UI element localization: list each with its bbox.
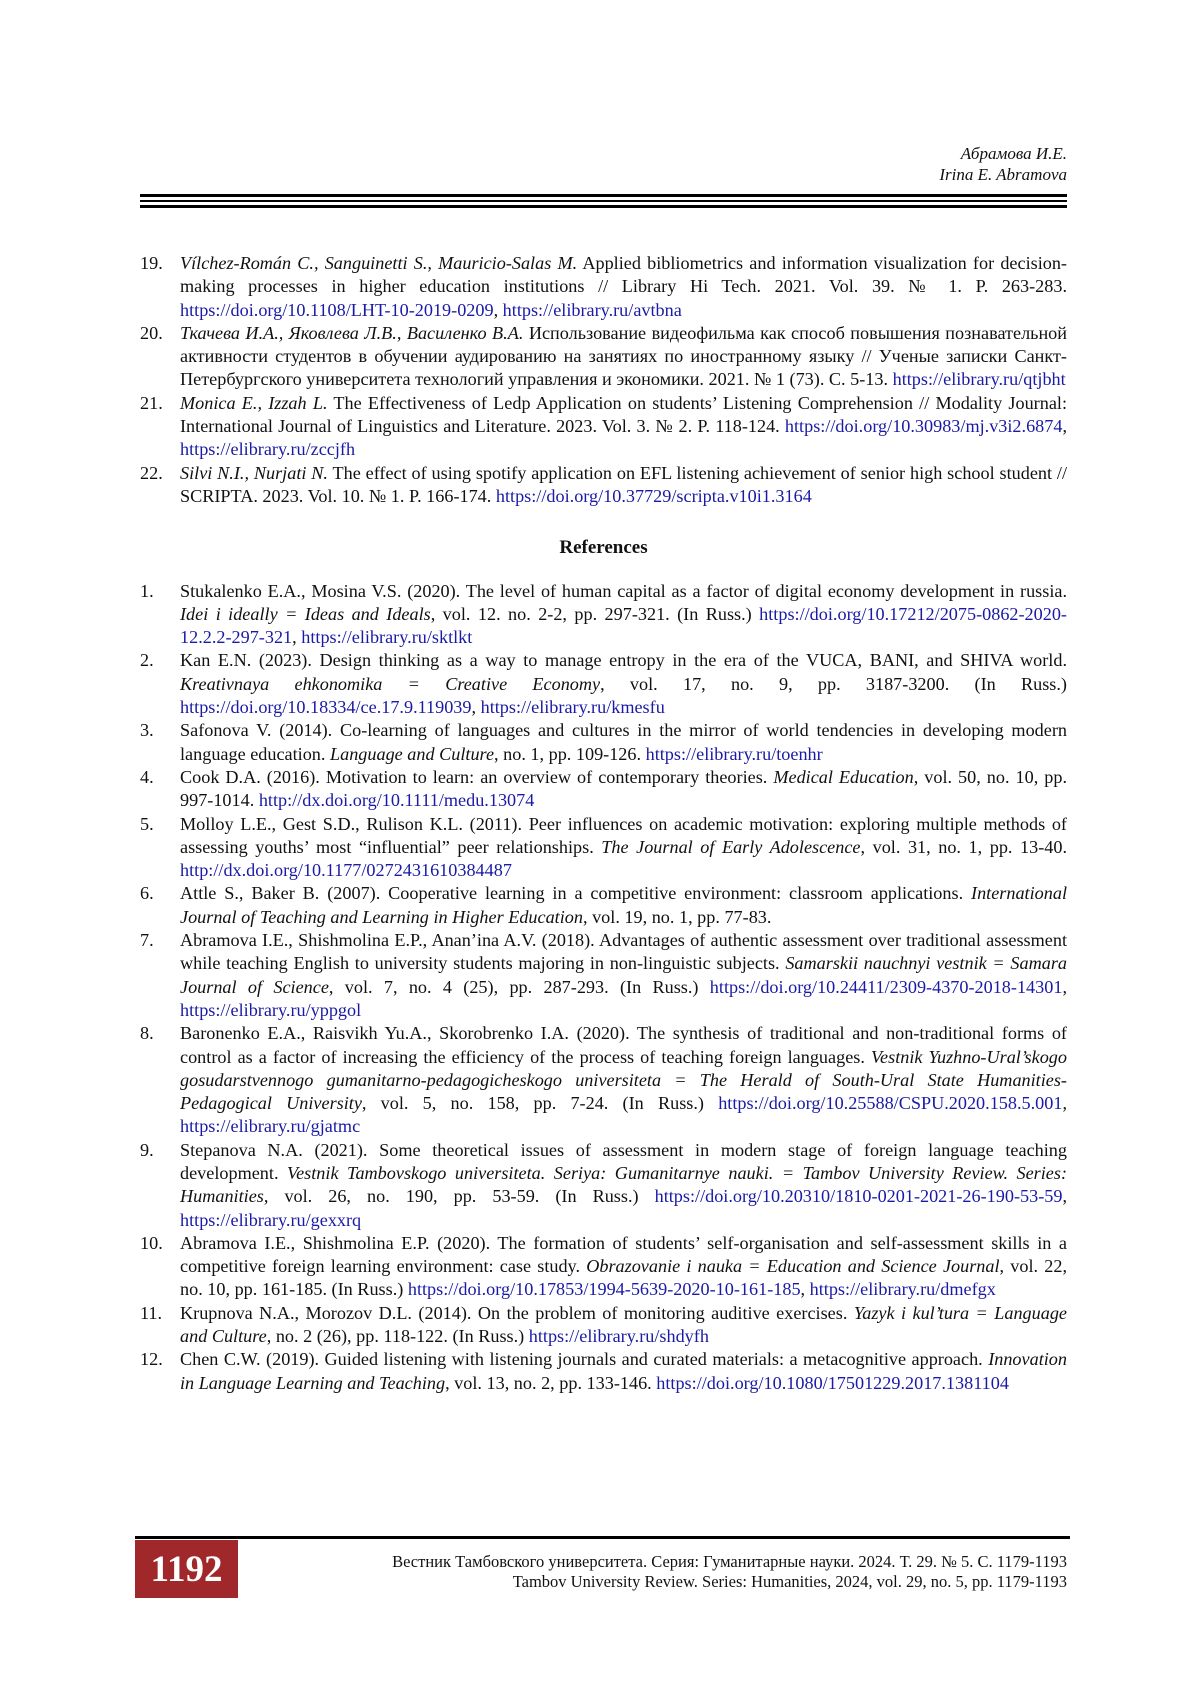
reference-details: , vol. 31, no. 1, pp. 13-40.	[860, 836, 1067, 857]
reference-item	[140, 252, 1067, 322]
reference-details: , vol. 26, no. 190, pp. 53-59. (In Russ.)	[263, 1186, 655, 1207]
page-number-box	[135, 1540, 238, 1598]
reference-text: The Effectiveness of Ledp Application on students’ Listening Comprehension // Modality Journal: International Journal of Linguistics and Literature. 2023. Vol. 3. № 2. P. 118-124.	[180, 392, 1067, 437]
reference-details: , vol. 13, no. 2, pp. 133-146.	[445, 1372, 657, 1393]
reference-number: 20.	[140, 322, 163, 343]
footer-citation	[392, 1552, 1067, 1592]
reference-item	[140, 1232, 1067, 1302]
reference-number: 8.	[140, 1023, 154, 1044]
reference-link[interactable]: https://elibrary.ru/gexxrq	[180, 1209, 362, 1230]
reference-authors: Monica E., Izzah L.	[180, 392, 328, 413]
page-number: 1192	[150, 1548, 223, 1590]
reference-details: , vol. 5, no. 158, pp. 7-24. (In Russ.)	[361, 1093, 719, 1114]
reference-item	[140, 929, 1067, 1022]
reference-item	[140, 322, 1067, 392]
reference-link[interactable]: https://doi.org/10.1108/LHT-10-2019-0209	[180, 299, 494, 320]
reference-authors: Vílchez-Román C., Sanguinetti S., Mauricio-Salas M.	[180, 253, 578, 273]
references-heading: References	[559, 537, 648, 559]
reference-link[interactable]: https://elibrary.ru/avtbna	[502, 299, 682, 320]
reference-link[interactable]: https://elibrary.ru/qtjbht	[892, 369, 1066, 390]
reference-link[interactable]: https://elibrary.ru/toenhr	[645, 743, 823, 764]
reference-text: Safonova V. (2014). Co-learning of languages and cultures in the mirror of world tendencies in developing modern language education.	[180, 720, 1067, 764]
reference-details: , vol. 12. no. 2-2, pp. 297-321. (In Russ.)	[430, 603, 760, 624]
reference-text: Applied bibliometrics and information visualization for decision-making processes in higher education institutions // Library Hi Tech. 2021. Vol. 39. № 1. P. 263-283.	[180, 253, 1067, 297]
reference-link[interactable]: https://doi.org/10.1080/17501229.2017.1381104	[656, 1372, 1009, 1393]
header-rules	[140, 194, 1067, 211]
bibliography-list-ru	[140, 252, 1067, 508]
header-rule	[140, 194, 1067, 197]
reference-link[interactable]: https://doi.org/10.17853/1994-5639-2020-10-161-185	[407, 1279, 801, 1300]
reference-authors: Silvi N.I., Nurjati N.	[180, 462, 328, 483]
reference-number: 21.	[140, 392, 163, 413]
reference-text: Krupnova N.A., Morozov D.L. (2014). On the problem of monitoring auditive exercises.	[180, 1302, 854, 1323]
reference-journal: Language and Culture	[330, 743, 495, 764]
reference-separator: ,	[1062, 1093, 1067, 1114]
reference-link[interactable]: http://dx.doi.org/10.1177/0272431610384487	[180, 860, 512, 881]
footer-line-en: Tambov University Review. Series: Humanities, 2024, vol. 29, no. 5, pp. 1179-1193	[512, 1572, 1067, 1591]
reference-number: 7.	[140, 930, 154, 951]
reference-journal: Kreativnaya ehkonomika = Creative Economy	[180, 673, 601, 694]
reference-link[interactable]: https://doi.org/10.25588/CSPU.2020.158.5.001	[718, 1093, 1063, 1114]
reference-journal: The Journal of Early Adolescence	[601, 836, 861, 857]
reference-separator: ,	[800, 1279, 810, 1300]
reference-item	[140, 580, 1067, 650]
reference-journal: Vestnik Yuzhno-Ural’skogo gosudarstvennogo gumanitarno-pedagogicheskogo universiteta = The Herald of South-Ural State Humanities-Pedagogical University	[180, 1046, 1067, 1114]
reference-details: , vol. 50, no. 10, pp. 997-1014.	[180, 766, 1067, 811]
reference-journal: Vestnik Tambovskogo universiteta. Seriya: Gumanitarnye nauki. = Tambov University Review. Series: Humanities	[180, 1162, 1067, 1207]
reference-number: 2.	[140, 650, 154, 671]
reference-link[interactable]: https://doi.org/10.37729/scripta.v10i1.3164	[495, 485, 812, 506]
reference-separator: ,	[493, 299, 503, 320]
references-list	[140, 580, 1067, 1395]
reference-text: Stepanova N.A. (2021). Some theoretical issues of assessment in modern stage of foreign language teaching development.	[180, 1139, 1067, 1183]
reference-text: Abramova I.E., Shishmolina E.P., Anan’ina A.V. (2018). Advantages of authentic assessment over traditional assessment while teaching English to university students majoring in non-linguistic subjects.	[180, 930, 1067, 974]
reference-number: 1.	[140, 580, 154, 601]
header-rule	[140, 200, 1067, 202]
reference-authors: Ткачева И.А., Яковлева Л.В., Василенко В.А.	[180, 322, 524, 343]
reference-journal: Obrazovanie i nauka = Education and Science Journal	[586, 1256, 1000, 1277]
reference-text: Chen C.W. (2019). Guided listening with listening journals and curated materials: a metacognitive approach.	[180, 1349, 989, 1370]
main-content	[140, 252, 1067, 1395]
reference-item	[140, 719, 1067, 766]
reference-text: Kan E.N. (2023). Design thinking as a way to manage entropy in the era of the VUCA, BANI, and SHIVA world.	[180, 650, 1067, 671]
reference-text: Cook D.A. (2016). Motivation to learn: an overview of contemporary theories.	[180, 766, 774, 787]
reference-journal: Idei i ideally = Ideas and Ideals	[180, 603, 431, 624]
reference-item	[140, 649, 1067, 719]
reference-item	[140, 392, 1067, 462]
reference-item	[140, 1022, 1067, 1138]
reference-link[interactable]: https://elibrary.ru/sktlkt	[301, 627, 473, 648]
footer-rule	[135, 1536, 1070, 1539]
header-author-ru: Абрамова И.Е.	[960, 144, 1067, 163]
reference-details: , vol. 19, no. 1, pp. 77-83.	[582, 906, 772, 927]
reference-link[interactable]: https://elibrary.ru/dmefgx	[809, 1279, 996, 1300]
reference-number: 12.	[140, 1349, 163, 1370]
reference-number: 4.	[140, 766, 154, 787]
reference-link[interactable]: https://doi.org/10.18334/ce.17.9.119039	[180, 697, 472, 718]
reference-journal: Medical Education	[773, 766, 914, 787]
reference-number: 11.	[140, 1302, 163, 1323]
reference-separator: ,	[1062, 1186, 1067, 1207]
reference-link[interactable]: https://doi.org/10.30983/mj.v3i2.6874	[784, 416, 1063, 437]
reference-details: , no. 1, pp. 109-126.	[494, 743, 646, 764]
reference-journal: Samarskii nauchnyi vestnik = Samara Journal of Science	[180, 953, 1067, 997]
reference-journal: International Journal of Teaching and Learning in Higher Education	[180, 883, 1067, 927]
reference-number: 6.	[140, 883, 154, 904]
reference-item	[140, 882, 1067, 929]
header-author-en: Irina E. Abramova	[939, 165, 1067, 184]
reference-link[interactable]: https://doi.org/10.24411/2309-4370-2018-14301	[709, 976, 1063, 997]
reference-link[interactable]: http://dx.doi.org/10.1111/medu.13074	[258, 790, 535, 811]
reference-item	[140, 1348, 1067, 1395]
reference-link[interactable]: https://elibrary.ru/zccjfh	[180, 439, 356, 460]
reference-link[interactable]: https://elibrary.ru/kmesfu	[480, 697, 665, 718]
reference-separator: ,	[292, 627, 302, 648]
reference-item	[140, 766, 1067, 813]
reference-link[interactable]: https://doi.org/10.17212/2075-0862-2020-12.2.2-297-321	[180, 603, 1067, 648]
header-rule	[140, 205, 1067, 208]
footer-line-ru: Вестник Тамбовского университета. Серия: Гуманитарные науки. 2024. Т. 29. № 5. С. 1179-1193	[392, 1552, 1067, 1571]
reference-separator: ,	[1062, 416, 1067, 437]
reference-separator: ,	[1062, 976, 1067, 997]
reference-text: Molloy L.E., Gest S.D., Rulison K.L. (2011). Peer influences on academic motivation: exploring multiple methods of assessing youths’ most “influential” peer relationships.	[180, 813, 1067, 857]
reference-text: Использование видеофильма как способ повышения познавательной активности студентов в обучении аудированию на занятиях по иностранному языку // Ученые записки Санкт-Петербургского университета технологий управления и экономики. 2021. № 1 (73). С. 5-13.	[180, 322, 1068, 390]
reference-number: 3.	[140, 720, 154, 741]
reference-separator: ,	[471, 697, 481, 718]
reference-details: , no. 2 (26), pp. 118-122. (In Russ.)	[266, 1326, 529, 1347]
reference-journal: Yazyk i kul’tura = Language and Culture	[180, 1302, 1067, 1347]
reference-text: The effect of using spotify application on EFL listening achievement of senior high school student // SCRIPTA. 2023. Vol. 10. № 1. P. 166-174.	[180, 462, 1068, 506]
reference-journal: Innovation in Language Learning and Teaching	[180, 1349, 1067, 1393]
reference-number: 19.	[140, 253, 163, 273]
reference-item	[140, 1139, 1067, 1232]
reference-details: , vol. 17, no. 9, pp. 3187-3200. (In Russ.)	[600, 673, 1067, 694]
reference-number: 5.	[140, 813, 154, 834]
reference-link[interactable]: https://elibrary.ru/shdyfh	[528, 1326, 709, 1347]
reference-item	[140, 1302, 1067, 1349]
reference-number: 10.	[140, 1232, 163, 1253]
reference-text: Stukalenko E.A., Mosina V.S. (2020). The level of human capital as a factor of digital economy development in russia.	[180, 580, 1067, 601]
reference-details: , vol. 7, no. 4 (25), pp. 287-293. (In Russ.)	[328, 976, 710, 997]
reference-text: Baronenko E.A., Raisvikh Yu.A., Skorobrenko I.A. (2020). The synthesis of traditional and non-traditional forms of control as a factor of increasing the efficiency of the process of teaching foreign languages.	[180, 1023, 1067, 1067]
reference-link[interactable]: https://elibrary.ru/yppgol	[180, 999, 362, 1020]
running-header	[939, 143, 1067, 185]
reference-item	[140, 813, 1067, 883]
reference-item	[140, 462, 1067, 509]
reference-number: 22.	[140, 462, 163, 483]
reference-link[interactable]: https://elibrary.ru/gjatmc	[180, 1116, 361, 1137]
reference-text: Abramova I.E., Shishmolina E.P. (2020). The formation of students’ self-organisation and self-assessment skills in a competitive foreign learning environment: case study.	[180, 1232, 1067, 1277]
reference-link[interactable]: https://doi.org/10.20310/1810-0201-2021-26-190-53-59	[654, 1186, 1063, 1207]
reference-details: , vol. 22, no. 10, pp. 161-185. (In Russ.)	[180, 1256, 1068, 1300]
reference-text: Attle S., Baker B. (2007). Cooperative learning in a competitive environment: classroom applications.	[180, 883, 972, 904]
reference-number: 9.	[140, 1139, 154, 1160]
